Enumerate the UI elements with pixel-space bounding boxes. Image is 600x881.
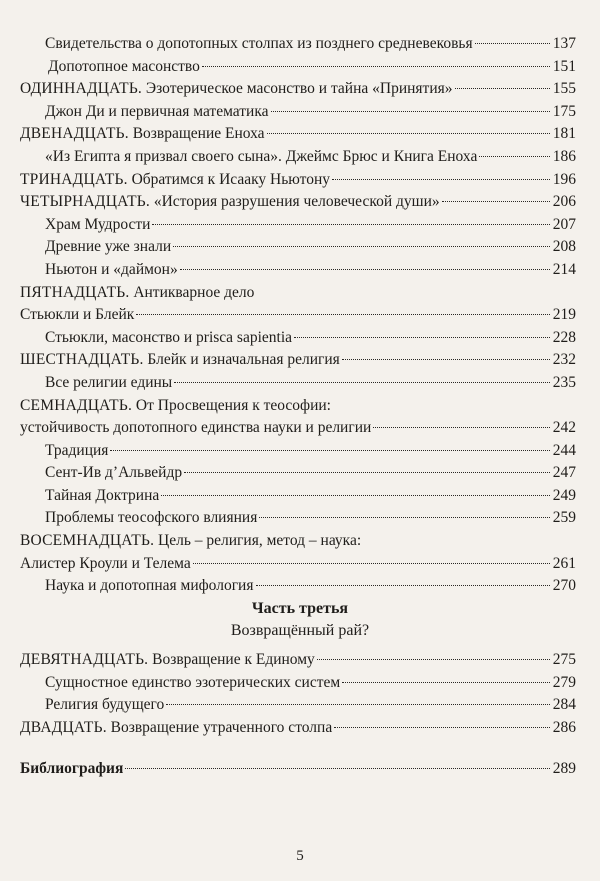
dot-leader [174,381,550,383]
entry-page-number: 279 [552,673,576,691]
entry-title: Наука и допотопная мифология [45,577,254,595]
entry-page-number: 155 [552,80,576,98]
entry-page-number: 181 [552,125,576,143]
toc-entry [20,575,576,598]
toc-chapter-entry [20,395,576,418]
entry-title: Храм Мудрости [45,215,151,233]
toc-entry [20,417,576,440]
toc-chapter-entry [20,282,576,305]
entry-title: Возвращение утраченного столпа [110,718,333,736]
entry-title: От Просвещения к теософии: [135,396,331,414]
dot-leader [479,155,550,157]
toc-entry [20,694,576,717]
entry-title: Свидетельства о допотопных столпах из позднего средневековья [45,35,473,52]
entry-page-number: 207 [552,215,576,233]
entry-page-number: 242 [552,419,576,437]
dot-leader [267,132,550,134]
toc-chapter-entry [20,123,576,146]
dot-leader [184,471,550,473]
bibliography-label: Библиография [20,760,124,777]
toc-entry [20,485,576,508]
dot-leader [161,494,550,496]
dot-leader [259,516,550,518]
bibliography-entry [20,758,576,781]
dot-leader [373,426,550,428]
dot-leader [455,87,551,89]
chapter-number: ОДИННАДЦАТЬ. [20,80,143,98]
dot-leader [110,449,550,451]
entry-title: Стьюкли, масонство и prisca sapientia [45,328,293,346]
entry-page-number: 244 [552,441,576,459]
dot-leader [173,245,550,247]
entry-title: Стьюкли и Блейк [20,306,135,324]
chapter-number: ДВАДЦАТЬ. [20,718,107,736]
toc-entry [20,304,576,327]
entry-title: устойчивость допотопного единства науки и религии [20,419,372,437]
entry-title: Сент-Ив д’Альвейдр [45,464,183,482]
chapter-number: ДВЕНАДЦАТЬ. [20,125,129,143]
entry-page-number: 247 [552,464,576,482]
dot-leader [294,336,550,338]
entry-title: Эзотерическое масонство и тайна «Принятия» [145,80,453,98]
entry-title: Древние уже знали [45,238,172,256]
entry-title: Ньютон и «даймон» [45,260,178,278]
entry-page-number: 232 [552,351,576,369]
chapter-number: ТРИНАДЦАТЬ. [20,170,128,188]
entry-page-number: 214 [552,260,576,278]
chapter-number: СЕМНАДЦАТЬ. [20,396,133,414]
toc-chapter-entry [20,530,576,553]
toc-chapter-entry [20,349,576,372]
dot-leader [136,313,550,315]
entry-title: Обратимся к Исааку Ньютону [131,170,331,188]
dot-leader [166,703,550,705]
chapter-number: ЧЕТЫРНАДЦАТЬ. [20,193,150,211]
toc-entry [20,236,576,259]
toc-entry [20,56,576,79]
chapter-number: ШЕСТНАДЦАТЬ. [20,351,144,369]
entry-title: Цель – религия, метод – наука: [158,532,362,550]
toc-chapter-entry [20,649,576,672]
chapter-number: ВОСЕМНАДЦАТЬ. [20,532,155,550]
toc-entry [20,507,576,530]
toc-entry [20,462,576,485]
toc-entry [20,146,576,169]
entry-page-number: 249 [552,486,576,504]
dot-leader [442,200,550,202]
toc-entry [20,33,576,56]
entry-title: Проблемы теософского влияния [45,509,258,527]
toc-chapter-entry [20,78,576,101]
entry-title: Джон Ди и первичная математика [45,102,269,120]
entry-title: «История разрушения человеческой души» [153,193,440,211]
entry-page-number: 275 [552,651,576,668]
entry-page-number: 219 [552,306,576,324]
entry-title: Религия будущего [45,696,165,714]
dot-leader [342,358,550,360]
bibliography-block [20,758,576,781]
toc-entry [20,214,576,237]
entry-title: Все религии едины [45,373,173,391]
entry-title: Тайная Доктрина [45,486,160,504]
entry-page-number: 259 [552,509,576,527]
dot-leader [256,584,551,586]
entry-title: Возвращение к Единому [152,651,315,668]
dot-leader [271,110,550,112]
dot-leader [152,223,550,225]
entry-title: Традиция [45,441,109,459]
entry-page-number: 196 [552,170,576,188]
entry-page-number: 186 [552,147,576,165]
toc-entry [20,553,576,576]
toc-chapter-entry [20,717,576,740]
part-title: Часть третья [251,600,349,617]
entry-page-number: 286 [552,718,576,736]
bibliography-page: 289 [552,760,576,777]
entry-title: Антикварное дело [133,283,255,301]
toc-entry [20,672,576,695]
chapter-number: ДЕВЯТНАДЦАТЬ. [20,651,149,668]
chapter-number: ПЯТНАДЦАТЬ. [20,283,130,301]
entry-title: Блейк и изначальная религия [147,351,340,369]
dot-leader [334,726,550,728]
entry-title: Возвращение Еноха [132,125,265,143]
entry-title: Сущностное единство эзотерических систем [45,673,341,691]
entry-page-number: 151 [552,57,576,75]
entry-page-number: 175 [552,102,576,120]
entry-title: Допотопное масонство [48,57,200,75]
dot-leader [193,562,550,564]
entry-page-number: 208 [552,238,576,256]
entry-page-number: 137 [552,35,576,52]
toc-entry [20,327,576,350]
toc-part2 [20,33,576,598]
entry-page-number: 235 [552,373,576,391]
toc-entry [20,101,576,124]
toc-chapter-entry [20,191,576,214]
dot-leader [202,65,550,67]
entry-page-number: 261 [552,554,576,572]
toc-chapter-entry [20,169,576,192]
entry-title: Алистер Кроули и Телема [20,554,191,572]
entry-page-number: 228 [552,328,576,346]
toc-entry [20,440,576,463]
entry-page-number: 270 [552,577,576,595]
dot-leader [180,268,550,270]
toc-part3 [20,649,576,739]
toc-entry [20,259,576,282]
dot-leader [475,42,550,44]
dot-leader [342,681,550,683]
toc-entry [20,372,576,395]
page-number: 5 [296,848,304,864]
dot-leader [317,658,550,660]
part-subtitle: Возвращённый рай? [230,622,370,639]
entry-title: «Из Египта я призвал своего сына». Джеймс Брюс и Книга Еноха [45,147,478,165]
entry-page-number: 206 [552,193,576,211]
dot-leader [125,767,550,769]
entry-page-number: 284 [552,696,576,714]
dot-leader [332,178,550,180]
